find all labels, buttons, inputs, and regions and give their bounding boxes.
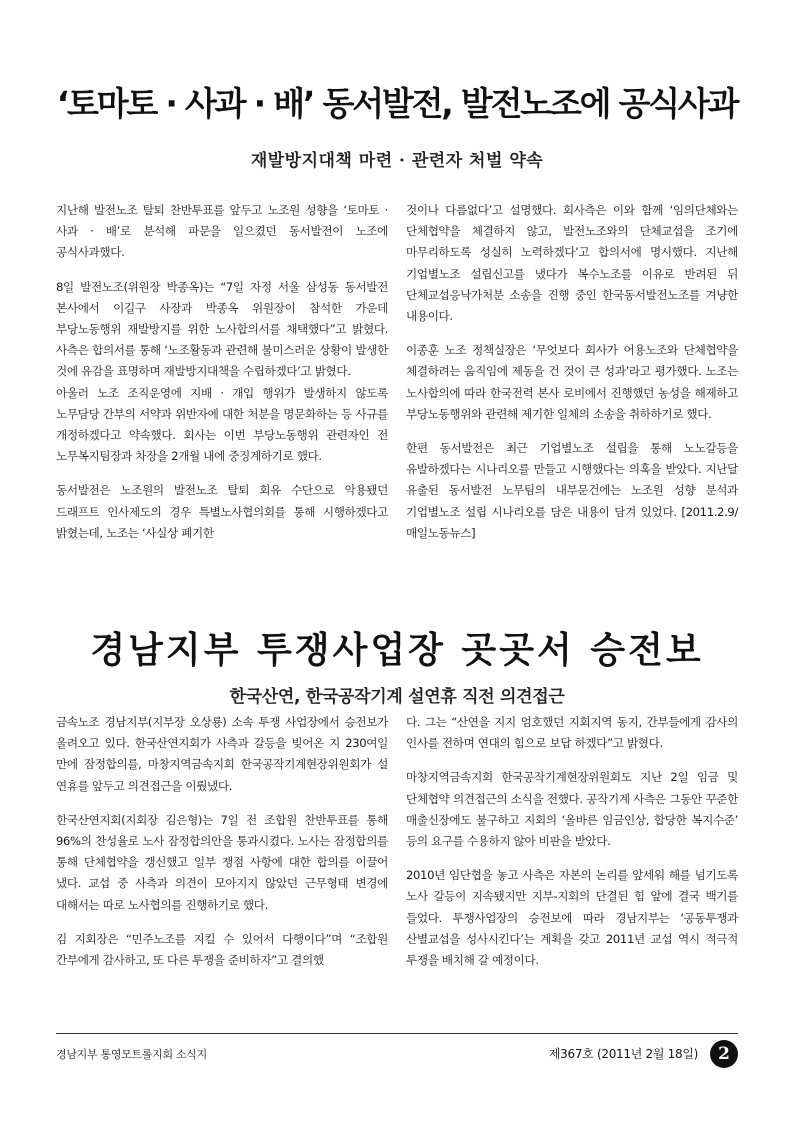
article-1-left-paragraph: 동서발전은 노조원의 발전노조 탈퇴 회유 수단으로 악용됐던 드래프트 인사제도의 경우 특별노사협의회를 통해 시행하겠다고 밝혔는데, 노조는 ‘사실상 폐기한 [56,483,388,540]
article-1-right-column [406,200,738,544]
article-1-right-paragraph: 것이나 다름없다’고 설명했다. 회사측은 이와 함께 ‘임의단체와는 단체협약을 체결하지 않고, 발전노조와의 단체교섭을 조기에 마무리하도록 성실히 노력하겠다’고 합의서에 명시했다. 지난해 기업별노조 설립신고를 냈다가 복수노조를 이유로 반려된 뒤 단체교섭응낙가처분 소송을 진행 중인 한국동서발전노조를 겨냥한 내용이다. [406,203,738,324]
article-1-subhead: 재발방지대책 마련 · 관련자 처벌 약속 [250,151,544,171]
article-1-right-paragraph: 한편 동서발전은 최근 기업별노조 설립을 통해 노노갈등을 유발하겠다는 시나리오를 만들고 시행했다는 의혹을 받았다. 지난달 유출된 동서발전 노무팀의 내부문건에는 노조원 성향 분석과 기업별노조 설립 시나리오를 담은 내용이 담겨 있었다. [2011.2.9/매일노동뉴스] [406,441,738,540]
article-2-right-column [406,712,738,971]
article-1 [56,80,738,171]
article-1-right-paragraph: 이종훈 노조 정책실장은 ‘무엇보다 회사가 어용노조와 단체협약을 체결하려는 움직임에 제동을 건 것이 큰 성과’라고 평가했다. 노조는 노사합의에 따라 한국전력 본사 로비에서 진행했던 농성을 해제하고 부당노동행위와 관련해 제기한 일체의 소송을 취하하기로 했다. [406,343,738,421]
page-number-badge: 2 [710,1040,738,1068]
article-1-left-paragraph: 아울러 노조 조직운영에 지배 · 개입 행위가 발생하지 않도록 노무담당 간부의 서약과 위반자에 대한 처분을 명문화하는 등 사규를 개정하겠다고 약속했다. 회사는 이번 부당노동행위 관련자인 전 노무복지팀장과 차장을 2개월 내에 중징계하기로 했다. [56,385,388,464]
page-footer [56,1040,738,1070]
article-2-right-paragraph: 2010년 임단협을 놓고 사측은 자본의 논리를 앞세워 해를 넘기도록 노사 갈등이 지속됐지만 지부-지회의 단결된 힘 앞에 결국 백기를 들었다. 투쟁사업장의 승전보에 따라 경남지부는 ‘공동투쟁과 산별교섭을 성사시킨다’는 계획을 갖고 2011년 교섭 역시 적극적 투쟁을 배치해 갈 예정이다. [406,868,738,968]
article-2-body [56,712,738,971]
article-2-left-paragraph: 금속노조 경남지부(지부장 오상룡) 소속 투쟁 사업장에서 승전보가 울려오고 있다. 한국산연지회가 사측과 갈등을 빚어온 지 230여일 만에 잠정합의를, 마창지역금속지회 한국공작기계현장위원회가 설 연휴를 앞두고 의견접근을 이뤘냈다. [56,715,388,793]
article-2-left-column [56,712,388,971]
article-2-right-paragraph: 마창지역금속지회 한국공작기계현장위원회도 지난 2일 임금 및 단체협약 의견접근의 소식을 전했다. 공작기계 사측은 그동안 꾸준한 매출신장에도 불구하고 지회의 ‘올바른 임금인상, 합당한 복지수준’ 등의 요구를 수용하지 않아 비판을 받았다. [406,770,738,849]
article-2-right-paragraph: 다. 그는 “산연을 지지 엄호했던 지회지역 동지, 간부들에게 감사의 인사를 전하며 연대의 힘으로 보답 하겠다”고 밝혔다. [406,715,738,751]
article-1-left-paragraph: 8일 발전노조(위원장 박종옥)는 “7일 자정 서울 삼성동 동서발전 본사에서 이길구 사장과 박종옥 위원장이 참석한 가운데 부당노동행위 재발방지를 위한 노사합의서를 채택했다”고 밝혔다. 사측은 합의서를 통해 ‘노조활동과 관련해 불미스러운 상황이 발생한 것에 유감을 표명하며 재발방지대책을 수립하겠다’고 밝혔다. [56,279,388,379]
article-1-headline: ‘토마토 · 사과 · 배’ 동서발전, 발전노조에 공식사과 [56,84,738,123]
article-2-left-paragraph: 한국산연지회(지회장 김은형)는 7일 전 조합원 찬반투표를 통해 96%의 찬성율로 노사 잠정합의안을 통과시켰다. 노사는 잠정합의를 통해 단체협약을 갱신했고 일부 쟁점 사항에 대한 합의를 이끌어 냈다. 교섭 중 사측과 의견이 모아지지 않았던 근무형태 변경에 대해서는 따로 노사협의를 진행하기로 했다. [56,812,388,912]
footer-divider [56,1033,738,1034]
article-1-body [56,200,738,544]
article-2-subhead: 한국산연, 한국공작기계 설연휴 직전 의견접근 [229,687,565,707]
article-1-left-column [56,200,388,544]
article-2-headline: 경남지부 투쟁사업장 곳곳서 승전보 [90,629,704,671]
article-2 [56,624,738,707]
article-2-left-paragraph: 김 지회장은 “민주노조를 지킬 수 있어서 다행이다”며 “조합원 간부에게 감사하고, 또 다른 투쟁을 준비하자”고 결의했 [56,931,388,968]
newsletter-name: 경남지부 통영모트롤지회 소식지 [56,1048,207,1061]
article-1-left-paragraph: 지난해 발전노조 탈퇴 찬반투표를 앞두고 노조원 성향을 ‘토마토 · 사과 · 배’로 분석해 파문을 일으켰던 동서발전이 노조에 공식사과했다. [56,203,388,260]
issue-info: 제367호 (2011년 2월 18일) [548,1047,698,1061]
